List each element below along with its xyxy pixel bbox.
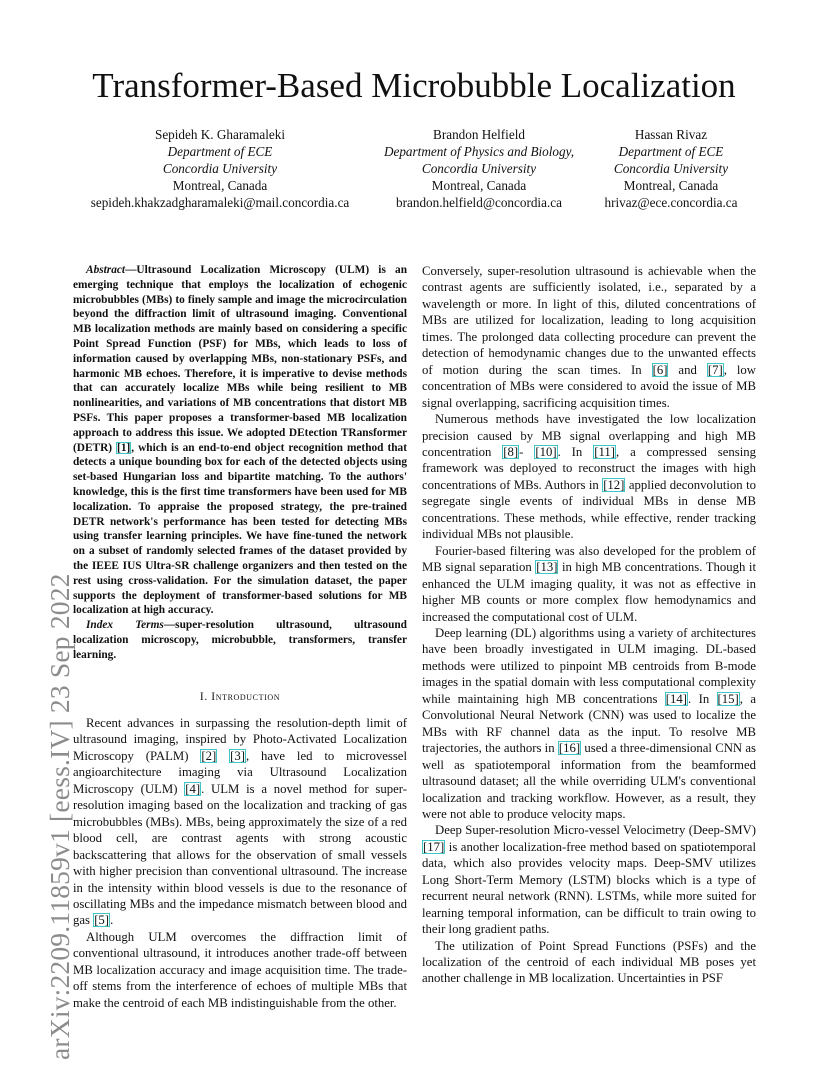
author-dept: Department of ECE: [167, 144, 273, 159]
body-paragraph: The utilization of Point Spread Functions (PSFs) and the localization of the centroid of each individual MB poses yet another challenge in MB localization. Uncertainties in PSF: [422, 938, 756, 986]
author-email[interactable]: sepideh.khakzadgharamaleki@mail.concordia.ca: [90, 195, 350, 210]
citation-link[interactable]: [6]: [652, 362, 668, 377]
body-paragraph: Fourier-based filtering was also developed for the problem of MB signal separation [13] in high MB concentrations. Though it enhanced the ULM imaging quality, it was not as effective in higher MB counts or more complex flow hemodynamics and increased the computational cost of ULM.: [422, 543, 756, 624]
abstract-label: Abstract: [86, 264, 126, 276]
citation-link[interactable]: [5]: [94, 913, 110, 928]
arxiv-identifier: arXiv:2209.11859v1 [eess.IV] 23 Sep 2022: [44, 573, 75, 1060]
citation-link[interactable]: [7]: [707, 362, 723, 377]
index-terms: [73, 618, 407, 662]
paper-title: Transformer-Based Microbubble Localization: [92, 66, 736, 105]
citation-link[interactable]: [4]: [185, 781, 201, 796]
section-heading: [73, 689, 407, 705]
citation-link[interactable]: [12]: [603, 477, 625, 492]
author-univ: Concordia University: [162, 161, 278, 176]
author-block-2: [360, 126, 598, 211]
author-dept: Department of ECE: [618, 144, 724, 159]
author-location: Montreal, Canada: [172, 178, 268, 193]
author-location: Montreal, Canada: [623, 178, 719, 193]
right-column: [422, 263, 756, 987]
citation-link[interactable]: [10]: [535, 444, 557, 459]
author-dept: Department of Physics and Biology,: [383, 144, 575, 159]
section-number: I.: [199, 690, 208, 703]
author-email[interactable]: brandon.helfield@concordia.ca: [396, 195, 562, 210]
citation-link[interactable]: [13]: [536, 560, 558, 575]
left-column: [73, 263, 407, 1011]
body-paragraph: Although ULM overcomes the diffraction limit of conventional ultrasound, it introduces another trade-off between MB localization accuracy and image acquisition time. The trade-off stems from the interference of echoes of multiple MBs that make the centroid of each MB indistinguishable from the other.: [73, 929, 407, 1010]
citation-link[interactable]: [11]: [594, 444, 615, 459]
author-name: Brandon Helfield: [433, 127, 525, 142]
index-terms-text: —super-resolution ultrasound, ultrasound localization microscopy, microbubble, transformers, transfer learning.: [73, 619, 407, 661]
author-univ: Concordia University: [613, 161, 729, 176]
abstract-text: —Ultrasound Localization Microscopy (ULM) is an emerging technique that employs the localization of echogenic microbubbles (MBs) to finely sample and image the microcirculation beyond the diffraction limit of ultrasound imaging. Conventional MB localization methods are mainly based on considering a specific Point Spread Function (PSF) for MBs, which leads to loss of information caused by overlapping MBs, non-stationary PSFs, and harmonic MB echoes. Therefore, it is imperative to devise methods that can accurately localize MBs while being resilient to MB nonlinearities, and variations of MB concentrations that distort MB PSFs. This paper proposes a transformer-based MB localization approach to address this issue. We adopted DEtection TRansformer (DETR) [1], which is an end-to-end object recognition method that detects a unique bounding box for each of the detected objects using set-based Hungarian loss and bipartite matching. To the authors' knowledge, this is the first time transformers have been used for MB localization. To appraise the proposed strategy, the pre-trained DETR network's performance has been tested for detecting MBs using transfer learning principles. We have fine-tuned the network on a subset of randomly selected frames of the dataset provided by the IEEE IUS Ultra-SR challenge organizers and then tested on the rest using cross-validation. For the simulation dataset, the paper supports the deployment of transformer-based solutions for MB localization at high accuracy.: [73, 264, 407, 617]
author-name: Sepideh K. Gharamaleki: [154, 127, 285, 142]
author-name: Hassan Rivaz: [634, 127, 708, 142]
author-block-1: [60, 126, 380, 211]
abstract: [73, 263, 407, 663]
body-paragraph: Deep learning (DL) algorithms using a variety of architectures have been broadly investigated in ULM imaging. DL-based methods were utilized to pinpoint MB centroids from B-mode images in the spatial domain with less computational complexity while maintaining high MB concentrations [14]. In [15], a Convolutional Neural Network (CNN) was used to localize the MBs with RF channel data as the input. To resolve MB trajectories, the authors in [16] used a three-dimensional CNN as well as spatiotemporal information from the beamformed ultrasound dataset; all the while overriding ULM's conventional localization and tracking workflow. However, as a result, they were not able to produce velocity maps.: [422, 625, 756, 821]
author-block-3: [596, 126, 746, 211]
body-paragraph: Deep Super-resolution Micro-vessel Velocimetry (Deep-SMV) [17] is another localization-free method based on spatiotemporal data, which also provides velocity maps. Deep-SMV utilizes Long Short-Term Memory (LSTM) blocks which is a type of recurrent neural network (RNN). LSTMs, while more suited for learning temporal information, can be difficult to train owing to their long gradient paths.: [422, 823, 756, 937]
citation-link[interactable]: [2]: [201, 748, 217, 763]
citation-link[interactable]: [14]: [665, 691, 688, 706]
body-paragraph: Conversely, super-resolution ultrasound is achievable when the contrast agents are sufficiently isolated, i.e., separated by a wavelength or more. In light of this, diluted concentrations of MBs are utilized for localization, leading to long acquisition times. The prolonged data collecting procedure can prevent the detection of hemodynamic changes due to the unwanted effects of motion during the scan times. In [6] and [7], low concentration of MBs were considered to avoid the issue of MB signal overlapping, sacrificing acquisition times.: [422, 264, 756, 410]
author-email[interactable]: hrivaz@ece.concordia.ca: [604, 195, 738, 210]
citation-link[interactable]: [16]: [558, 741, 581, 756]
citation-link[interactable]: [1]: [117, 441, 131, 454]
citation-link[interactable]: [15]: [717, 691, 739, 706]
body-paragraph: Numerous methods have investigated the low localization precision caused by MB signal overlapping and high MB concentration [8]- [10]. In [11], a compressed sensing framework was deployed to reconstruct the images with high concentrations of MBs. Authors in [12] applied deconvolution to segregate single events of individual MBs in dense MB concentrations. These methods, while effective, render tracking individual MBs not plausible.: [422, 412, 756, 542]
index-terms-label: Index Terms: [86, 619, 164, 632]
author-location: Montreal, Canada: [431, 178, 527, 193]
author-univ: Concordia University: [421, 161, 537, 176]
citation-link[interactable]: [8]: [503, 444, 519, 459]
citation-link[interactable]: [17]: [423, 839, 445, 854]
citation-link[interactable]: [3]: [230, 748, 245, 763]
body-paragraph: Recent advances in surpassing the resolution-depth limit of ultrasound imaging, inspired by Photo-Activated Localization Microscopy (PALM) [2] [3], have led to microvessel angioarchitecture imaging via Ultrasound Localization Microscopy (ULM) [4]. ULM is a novel method for super-resolution imaging based on the localization and tracking of gas microbubbles (MBs). MBs, being approximately the size of a red blood cell, are contrast agents with strong acoustic backscattering that allows for the observation of small vessels with higher precision than conventional ultrasound. The increase in the intensity within blood vessels is due to the resonance of oscillating MBs and the impedance mismatch between blood and gas [5].: [73, 715, 408, 928]
abstract-paragraph: [73, 263, 407, 618]
section-title: Introduction: [211, 690, 281, 703]
